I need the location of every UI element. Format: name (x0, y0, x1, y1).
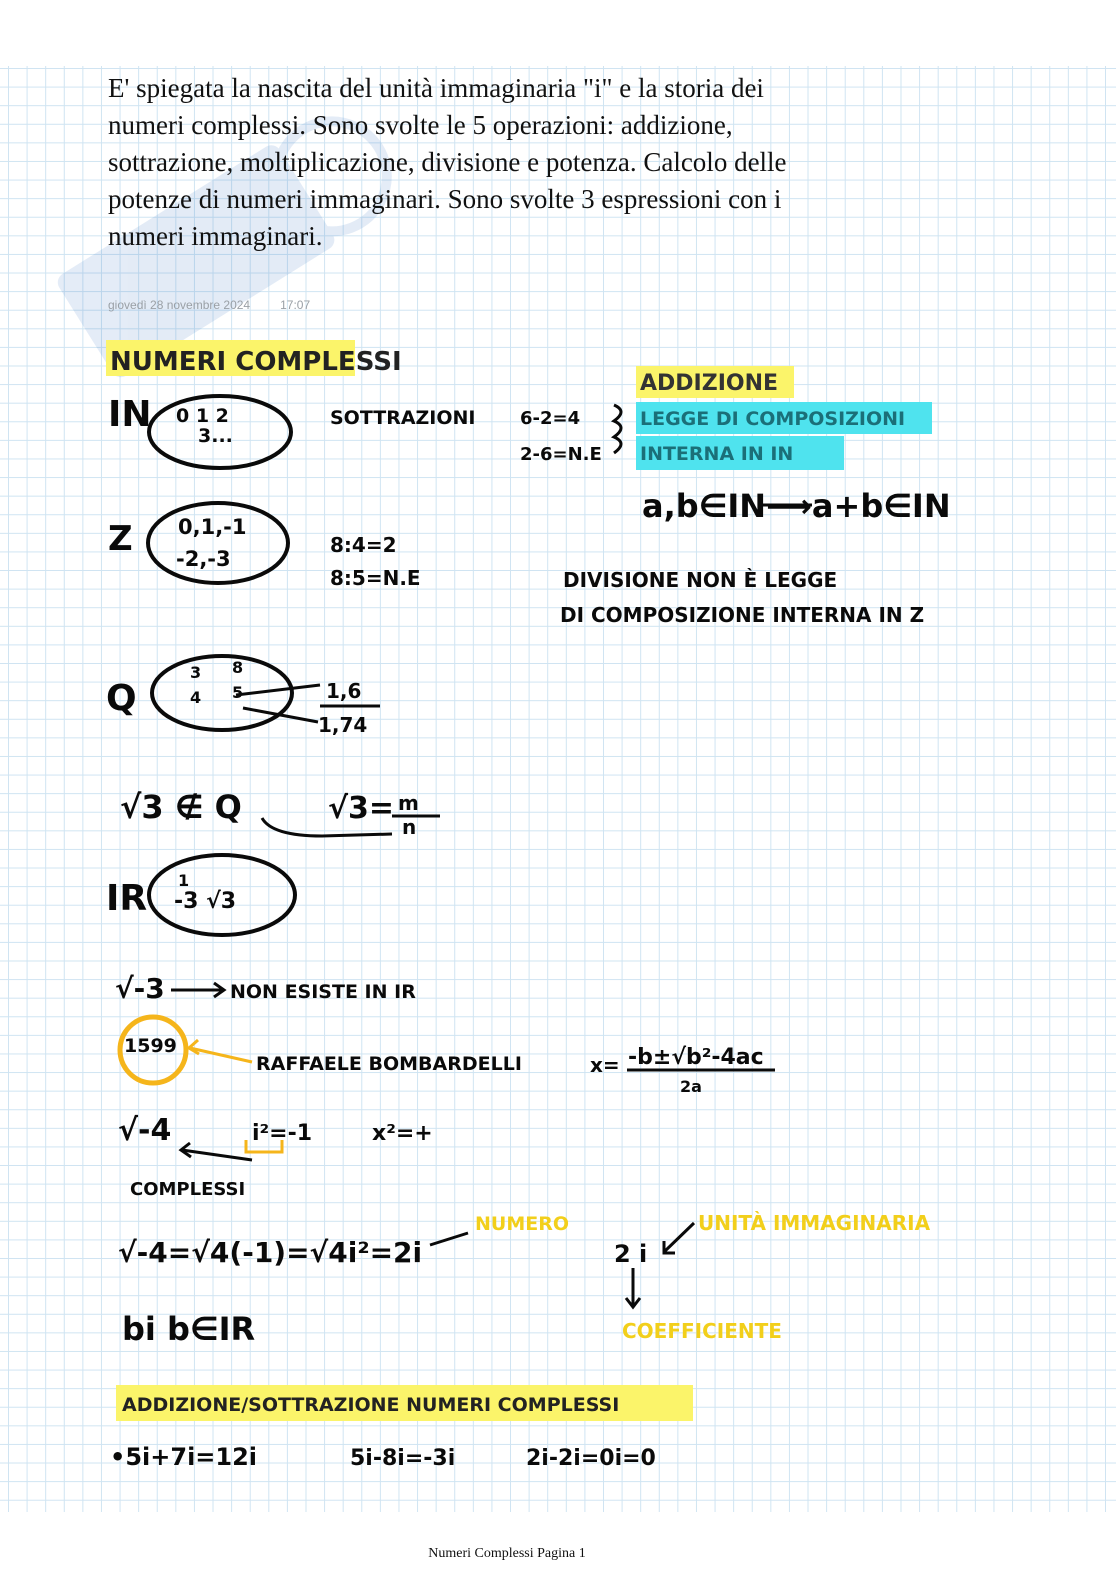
mn-denominator: n (402, 815, 417, 839)
bi-expression: bi b∈IR (122, 1310, 256, 1348)
z-set-elements-2: -2,-3 (176, 547, 231, 571)
notes-heading-2: ADDIZIONE/SOTTRAZIONE NUMERI COMPLESSI (122, 1394, 620, 1416)
sqrt3-equals: √3= (328, 791, 395, 826)
sqrt3-not-in-q: √3 ∉ Q (120, 788, 242, 826)
bombardelli-name: RAFFAELE BOMBARDELLI (256, 1053, 522, 1075)
arrow-bombardelli (190, 1048, 252, 1062)
arrow-unita (664, 1223, 694, 1252)
sqrt-neg3: √-3 (115, 972, 165, 1005)
notes-heading: NUMERI COMPLESSI (110, 347, 402, 377)
q-frac-2-num: 8 (232, 658, 244, 677)
example-2: 5i-8i=-3i (350, 1446, 456, 1471)
example-1: •5i+7i=12i (110, 1443, 258, 1471)
year-1599: 1599 (124, 1035, 177, 1057)
page-footer (0, 1546, 1116, 1562)
legge-label: LEGGE DI COMPOSIZIONI (640, 408, 906, 430)
arrow-bombardelli-head (189, 1040, 199, 1054)
formula-lhs: x= (590, 1053, 620, 1077)
div-example-2: 8:5=N.E (330, 566, 421, 590)
z-set-elements: 0,1,-1 (178, 515, 247, 539)
q-set-ellipse (152, 656, 292, 730)
q-frac-1-num: 3 (190, 663, 202, 682)
sqrt-neg4: √-4 (118, 1113, 172, 1148)
complessi-label: COMPLESSI (130, 1179, 246, 1200)
arrow-numero (430, 1233, 468, 1245)
mn-numerator: m (398, 791, 419, 815)
note-time: 17:07 (280, 298, 311, 312)
q-line-1 (236, 685, 320, 695)
q-frac-2-den: 5 (232, 683, 244, 702)
note-date: giovedì 28 novembre 2024 (108, 298, 251, 312)
n-set-elements-2: 3... (198, 425, 233, 447)
brace (614, 405, 621, 453)
sottrazioni-label: SOTTRAZIONI (330, 407, 476, 429)
q-decimal-1: 1,6 (326, 679, 362, 703)
arrow-complessi (182, 1150, 252, 1160)
sub-example-1: 6-2=4 (520, 408, 581, 429)
unita-label: UNITÀ IMMAGINARIA (698, 1211, 931, 1235)
division-note-2: DI COMPOSIZIONE INTERNA IN Z (560, 603, 925, 627)
div-example-1: 8:4=2 (330, 533, 397, 557)
q-frac-1-den: 4 (190, 688, 202, 707)
footer-label: Numeri Complessi Pagina 1 (428, 1546, 586, 1561)
sub-example-2: 2-6=N.E (520, 444, 602, 465)
numero-label: NUMERO (475, 1213, 569, 1235)
coeff-label: COEFFICIENTE (622, 1319, 782, 1343)
r-set-elements-2: -3 √3 (174, 889, 237, 914)
r-set-elements: 1 (178, 871, 190, 890)
formula-denominator: 2a (680, 1077, 702, 1096)
q-set-label: Q (106, 678, 137, 719)
i-squared: i²=-1 (252, 1121, 313, 1146)
two-i: 2 i (614, 1240, 648, 1268)
example-3: 2i-2i=0i=0 (526, 1446, 656, 1471)
n-set-label: IN (108, 394, 152, 435)
closure-rule: a,b∈IN⟶a+b∈IN (642, 487, 951, 525)
interna-label: INTERNA IN IN (640, 443, 794, 465)
non-esiste-note: NON ESISTE IN IR (230, 981, 416, 1003)
x-squared: x²=+ (372, 1121, 433, 1146)
z-set-label: Z (108, 519, 133, 559)
q-line-2 (243, 708, 318, 722)
addizione-label: ADDIZIONE (640, 371, 779, 396)
intro-text: E' spiegata la nascita del unità immaginaria "i" e la storia dei numeri complessi. Sono svolte le 5 operazioni: addizione, sottrazione, moltiplicazione, divisione e potenza. Calcolo delle potenze di numeri immaginari. Sono svolte 3 espressioni con i numeri immaginari. (108, 73, 787, 251)
formula-numerator: -b±√b²-4ac (628, 1045, 764, 1070)
sqrt-calculation: √-4=√4(-1)=√4i²=2i (118, 1236, 423, 1269)
q-decimal-2: 1,74 (318, 713, 368, 737)
division-note-1: DIVISIONE NON È LEGGE (563, 568, 838, 592)
n-set-elements: 0 1 2 (176, 405, 229, 427)
r-set-label: IR (106, 878, 148, 919)
